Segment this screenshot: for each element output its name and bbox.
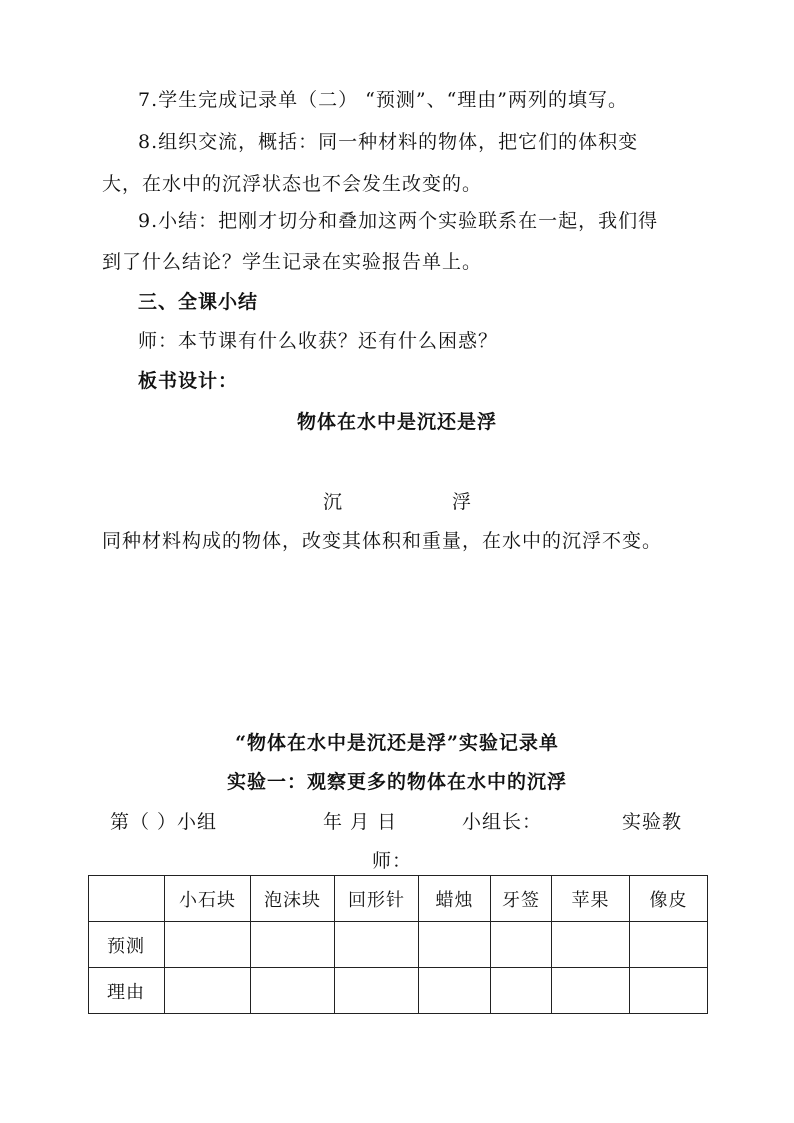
table-header-row <box>89 876 708 922</box>
column-header: 像皮 <box>630 876 708 922</box>
column-header: 蜡烛 <box>419 876 491 922</box>
column-header: 牙签 <box>491 876 552 922</box>
board-float-label: 浮 <box>452 491 473 513</box>
table-row <box>89 922 708 968</box>
row-header-prediction: 预测 <box>89 922 165 968</box>
paragraph-step-9-line-1: 9.小结：把刚才切分和叠加这两个实验联系在一起，我们得 <box>138 210 659 232</box>
board-design-heading: 板书设计： <box>138 370 239 392</box>
table-cell <box>165 922 251 968</box>
section-3-heading: 三、全课小结 <box>138 291 259 313</box>
group-leader-field: 小组长： <box>462 811 543 833</box>
experiment-teacher-field-cont: 师： <box>372 850 413 872</box>
table-cell <box>552 922 630 968</box>
table-cell <box>335 968 419 1014</box>
table-cell <box>630 968 708 1014</box>
table-cell <box>251 968 335 1014</box>
table-cell <box>630 922 708 968</box>
table-cell <box>419 922 491 968</box>
paragraph-step-7: 7.学生完成记录单（二） “预测”、“理由”两列的填写。 <box>138 89 629 111</box>
experiment-teacher-field: 实验教 <box>622 811 683 833</box>
table-row <box>89 968 708 1014</box>
table-cell <box>419 968 491 1014</box>
table-corner-cell <box>89 876 165 922</box>
paragraph-step-8-line-2: 大，在水中的沉浮状态也不会发生改变的。 <box>102 173 483 195</box>
board-sink-label: 沉 <box>323 491 344 513</box>
table-cell <box>335 922 419 968</box>
record-table <box>88 875 708 1014</box>
column-header: 小石块 <box>165 876 251 922</box>
group-number-field: 第（ ）小组 <box>110 811 218 833</box>
column-header: 泡沫块 <box>251 876 335 922</box>
date-field: 年 月 日 <box>323 811 398 833</box>
paragraph-step-8-line-1: 8.组织交流，概括：同一种材料的物体，把它们的体积变 <box>138 131 639 153</box>
record-sheet-title: “物体在水中是沉还是浮”实验记录单 <box>235 732 559 754</box>
column-header: 回形针 <box>335 876 419 922</box>
table-cell <box>491 968 552 1014</box>
table-cell <box>491 922 552 968</box>
row-header-reason: 理由 <box>89 968 165 1014</box>
record-sheet-subtitle: 实验一：观察更多的物体在水中的沉浮 <box>226 771 567 793</box>
teacher-question: 师：本节课有什么收获？还有什么困惑？ <box>138 330 499 352</box>
board-conclusion: 同种材料构成的物体，改变其体积和重量，在水中的沉浮不变。 <box>102 530 663 552</box>
table-cell <box>165 968 251 1014</box>
board-title: 物体在水中是沉还是浮 <box>296 411 497 433</box>
table-cell <box>552 968 630 1014</box>
paragraph-step-9-line-2: 到了什么结论？学生记录在实验报告单上。 <box>102 251 483 273</box>
table-cell <box>251 922 335 968</box>
column-header: 苹果 <box>552 876 630 922</box>
